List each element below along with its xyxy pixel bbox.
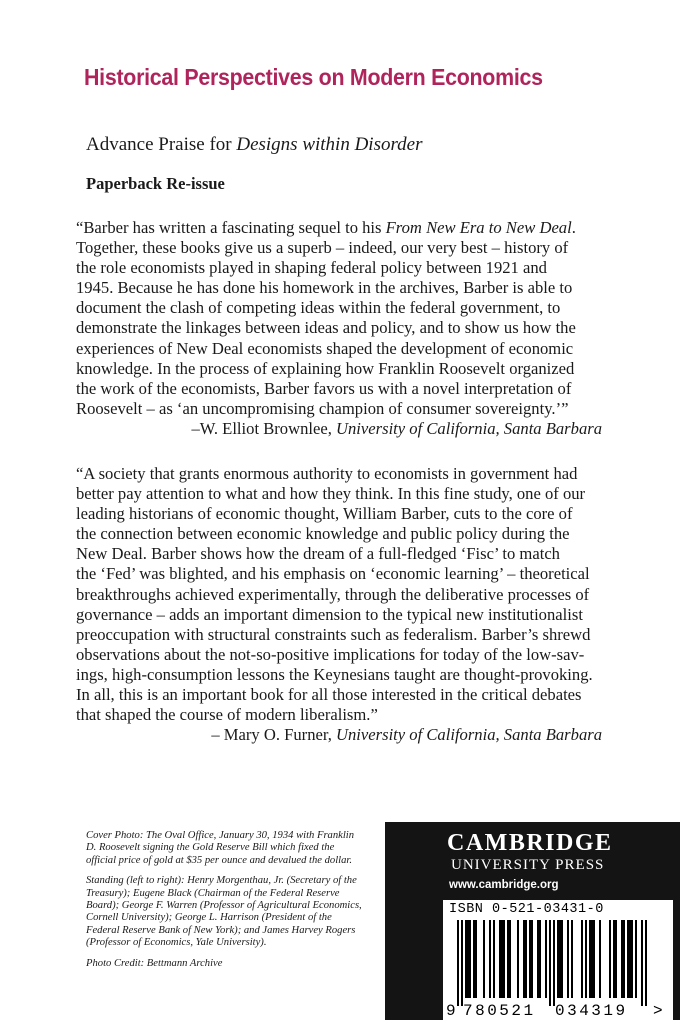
barcode-bar <box>465 920 467 998</box>
quote-attribution <box>76 725 606 745</box>
quote-text <box>76 218 606 419</box>
barcode-bar <box>507 920 509 998</box>
publisher-website: www.cambridge.org <box>449 879 559 891</box>
quote-line: 1945. Because he has done his homework in the archives, Barber is able to <box>76 278 573 298</box>
barcode-bar <box>627 920 629 998</box>
quote-line: better pay attention to what and how they think. In this fine study, one of our <box>76 484 586 504</box>
barcode-bar <box>567 920 569 998</box>
barcode-bar <box>559 920 561 998</box>
quote-line: . <box>571 218 576 237</box>
barcode-bar <box>473 920 475 998</box>
advance-praise-prefix: Advance Praise for <box>86 134 237 155</box>
standing-caption: Standing (left to right): Henry Morgenthau, Jr. (Secretary of the Treasury); Eugene Black (Chairman of the Federal Reserve Board); George F. Warren (Professor of Agricultural Economics, Cornell University); George L. Harrison (President of the Federal Reserve Bank of New York); and James Harvey Rogers (Professor of Economics, Yale University). <box>86 875 362 949</box>
publisher-press: UNIVERSITY PRESS <box>451 857 605 873</box>
quote-line: observations about the not-so-positive implications for today of the low-sav- <box>76 644 585 664</box>
quote-line: ings, high-consumption lessons the Keynesians taught are thought-provoking. <box>76 664 593 684</box>
advance-praise-heading <box>86 134 423 156</box>
quote-line: In all, this is an important book for all those interested in the critical debates <box>76 685 582 705</box>
book-title: Designs within Disorder <box>236 134 423 155</box>
barcode-bar <box>609 920 611 998</box>
quote-line: “Barber has written a fascinating sequel to his <box>76 218 386 237</box>
publisher-panel <box>385 822 680 1020</box>
quote-line: that shaped the course of modern liberalism.” <box>76 705 378 725</box>
barcode-bar <box>591 920 593 998</box>
barcode-box <box>443 900 673 1020</box>
series-title: Historical Perspectives on Modern Economics <box>84 64 543 90</box>
attribution-affiliation: University of California, Santa Barbara <box>336 725 602 745</box>
barcode-bar <box>571 920 573 998</box>
barcode <box>443 920 673 1020</box>
quote-line: Roosevelt – as ‘an uncompromising champion of consumer sovereignty.’” <box>76 398 569 418</box>
barcode-bar <box>549 920 551 1006</box>
barcode-bar <box>457 920 459 1006</box>
barcode-bar <box>539 920 541 998</box>
quote-attribution <box>76 419 606 439</box>
barcode-bar <box>525 920 527 998</box>
barcode-bar <box>531 920 533 998</box>
barcode-bar <box>629 920 631 998</box>
barcode-bar <box>467 920 469 998</box>
barcode-bar <box>581 920 583 998</box>
barcode-bar <box>553 920 555 1006</box>
quote-line: preoccupation with structural constraints such as federalism. Barber’s shrewd <box>76 624 591 644</box>
quote-line: Together, these books give us a superb – indeed, our very best – history of <box>76 238 569 258</box>
barcode-bar <box>623 920 625 998</box>
barcode-bar <box>537 920 539 998</box>
quote-line: demonstrate the linkages between ideas and policy, and to show us how the <box>76 318 576 338</box>
barcode-bar <box>483 920 485 998</box>
barcode-bar <box>475 920 477 998</box>
quote-line: knowledge. In the process of explaining how Franklin Roosevelt organized <box>76 358 575 378</box>
barcode-bar <box>545 920 547 998</box>
barcode-bar <box>499 920 501 998</box>
quote-line: experiences of New Deal economists shaped the development of economic <box>76 338 574 358</box>
quote-line: breakthroughs achieved experimentally, through the deliberative processes of <box>76 584 590 604</box>
barcode-bar <box>523 920 525 998</box>
barcode-bar <box>509 920 511 998</box>
quote-line: governance – adds an important dimension to the typical new institutionalist <box>76 604 583 624</box>
photo-credit: Photo Credit: Bettmann Archive <box>86 957 223 969</box>
barcode-bar <box>557 920 559 998</box>
barcode-bar <box>631 920 633 998</box>
barcode-bar <box>585 920 587 998</box>
attribution-affiliation: University of California, Santa Barbara <box>336 418 602 438</box>
barcode-bar <box>635 920 637 998</box>
quote-line: leading historians of economic thought, William Barber, cuts to the core of <box>76 504 573 524</box>
praise-quote-brownlee <box>76 218 606 439</box>
barcode-bar <box>503 920 505 998</box>
barcode-bar <box>599 920 601 998</box>
quote-line: New Deal. Barber shows how the dream of a full-fledged ‘Fisc’ to match <box>76 544 560 564</box>
publisher-name: CAMBRIDGE <box>447 830 613 856</box>
barcode-left-digits: 780521 <box>463 1002 536 1020</box>
barcode-bar <box>589 920 591 998</box>
barcode-marker: > <box>653 1002 663 1020</box>
quoted-book-title: From New Era to New Deal <box>385 218 572 237</box>
edition-label: Paperback Re-issue <box>86 174 225 193</box>
barcode-bar <box>461 920 463 1006</box>
barcode-bar <box>493 920 495 998</box>
barcode-first-digit: 9 <box>446 1002 456 1020</box>
quote-line: the connection between economic knowledge and public policy during the <box>76 524 570 544</box>
praise-quote-furner <box>76 464 606 745</box>
quote-text <box>76 464 606 725</box>
barcode-bar <box>469 920 471 998</box>
quote-line: the ‘Fed’ was blighted, and his emphasis on ‘economic learning’ – theoretical <box>76 564 590 584</box>
quote-line: the role economists played in shaping federal policy between 1921 and <box>76 258 547 278</box>
barcode-bar <box>641 920 643 1006</box>
quote-line: document the clash of competing ideas within the federal government, to <box>76 298 561 318</box>
barcode-bar <box>489 920 491 998</box>
barcode-bar <box>593 920 595 998</box>
barcode-bars <box>457 920 647 1006</box>
isbn-label: ISBN 0-521-03431-0 <box>449 902 604 917</box>
cover-captions <box>86 830 362 978</box>
cover-photo-caption: Cover Photo: The Oval Office, January 30, 1934 with Franklin D. Roosevelt signing the Gold Reserve Bill which fixed the official price of gold at $35 per ounce and devalued the dollar. <box>86 830 355 866</box>
attribution-author: –W. Elliot Brownlee, <box>191 418 337 438</box>
quote-line: the work of the economists, Barber favors us with a novel interpretation of <box>76 378 572 398</box>
attribution-author: – Mary O. Furner, <box>211 725 337 745</box>
barcode-bar <box>615 920 617 998</box>
barcode-bar <box>561 920 563 998</box>
barcode-bar <box>517 920 519 998</box>
barcode-bar <box>613 920 615 998</box>
barcode-bar <box>645 920 647 1006</box>
barcode-bar <box>501 920 503 998</box>
barcode-bar <box>529 920 531 998</box>
quote-line: “A society that grants enormous authority to economists in government had <box>76 464 578 483</box>
barcode-right-digits: 034319 <box>555 1002 628 1020</box>
barcode-bar <box>621 920 623 998</box>
